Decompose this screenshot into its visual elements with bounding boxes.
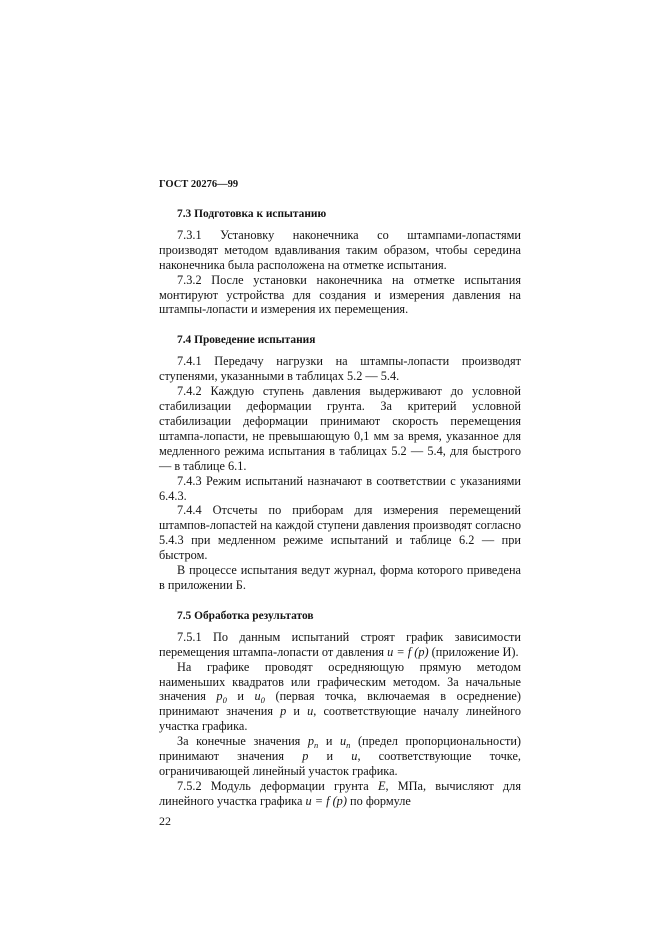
section-title: 7.4 Проведение испытания	[177, 334, 316, 347]
paragraph: 7.4.1 Передачу нагрузки на штампы-лопасти производят ступенями, указанными в таблицах 5.2 — 5.4.	[159, 354, 521, 384]
paragraph: За конечные значения $p_n$ и $u_n$ (предел пропорциональности) принимают значения p и u, соответствующие точке, ограничивающей линейный участок графика.	[159, 734, 521, 778]
paragraph: 7.3.2 После установки наконечника на отметке испытания монтируют устройства для создания и измерения давления на штампы-лопасти и измерения их перемещения.	[159, 272, 521, 317]
paragraph: 7.4.3 Режим испытаний назначают в соответствии с указаниями 6.4.3.	[159, 473, 521, 503]
section-title: 7.5 Обработка результатов	[177, 609, 314, 622]
section-7-3	[159, 207, 521, 317]
section-7-4	[159, 333, 521, 593]
paragraph: 7.5.2 Модуль деформации грунта E, МПа, вычисляют для линейного участка графика u = f (p) по формуле	[159, 778, 521, 808]
formula: u = f (p)	[305, 793, 347, 808]
paragraph: 7.4.2 Каждую ступень давления выдерживают до условной стабилизации деформации грунта. За критерий условной стабилизации деформации принимают скорость перемещения штампа-лопасти, не превышающую 0,1 мм за время, указанное для медленного режима испытания в таблицах 5.2 — 5.4, для быстрого — в таблице 6.1.	[159, 384, 521, 473]
document-header: ГОСТ 20276—99	[159, 179, 239, 190]
paragraph: На графике проводят осредняющую прямую методом наименьших квадратов или графическим методом. За начальные значения $p_0$ и $u_0$ (первая точка, включаемая в осреднение) принимают значения p и u, соответствующие началу линейного участка графика.	[159, 659, 521, 734]
paragraph: 7.4.4 Отсчеты по приборам для измерения перемещений штампов-лопастей на каждой ступени давления производят согласно 5.4.3 при медленном режиме испытаний и таблице 6.2 — при быстром.	[159, 503, 521, 563]
paragraph: В процессе испытания ведут журнал, форма которого приведена в приложении Б.	[159, 563, 521, 592]
page-content	[159, 178, 521, 829]
page-number: 22	[159, 813, 171, 828]
paragraph: 7.5.1 По данным испытаний строят график зависимости перемещения штампа-лопасти от давления u = f (p) (приложение И).	[159, 629, 521, 659]
paragraph: 7.3.1 Установку наконечника со штампами-лопастями производят методом вдавливания таким образом, чтобы середина наконечника была расположена на отметке испытания.	[159, 227, 521, 272]
formula: u = f (p)	[387, 644, 429, 659]
section-7-5	[159, 609, 521, 809]
section-title: 7.3 Подготовка к испытанию	[177, 207, 327, 220]
